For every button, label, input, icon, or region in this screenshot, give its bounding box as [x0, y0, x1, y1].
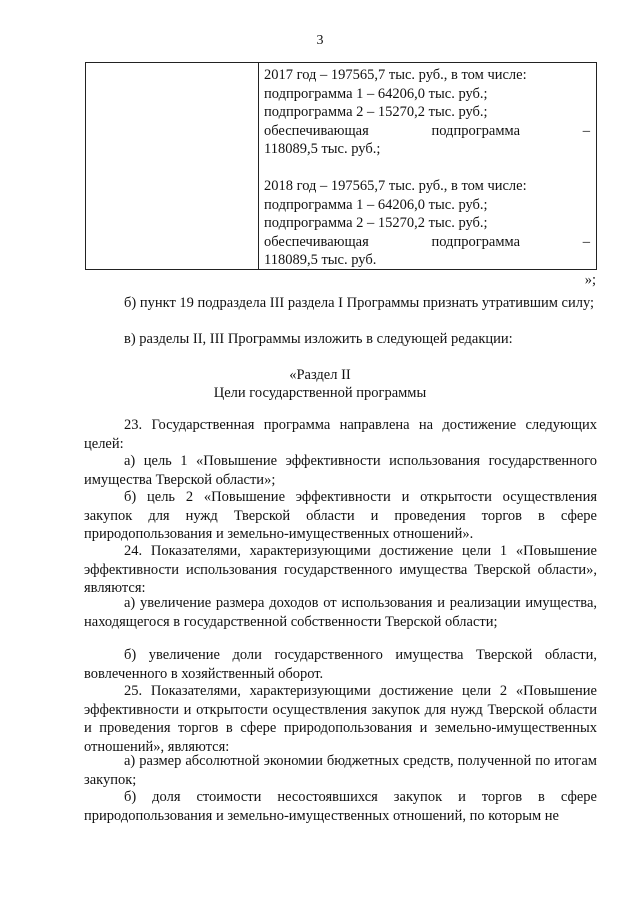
support-word-1: обеспечивающая — [264, 122, 369, 139]
year-2018-subprogram-2: подпрограмма 2 – 15270,2 тыс. руб.; — [264, 215, 488, 232]
year-2018-subprogram-1: подпрограмма 1 – 64206,0 тыс. руб.; — [264, 196, 488, 213]
page-number: 3 — [316, 33, 324, 48]
year-2017-subprogram-2: подпрограмма 2 – 15270,2 тыс. руб.; — [264, 104, 488, 121]
entry-gap — [264, 159, 590, 177]
paragraph-25: 25. Показателями, характеризующими достижение цели 2 «Повышение эффективности и открытости осуществления закупок для нужд Тверской области и проведения торгов в сфере природопользования и земельно-имущественных отношений», являются: — [84, 683, 597, 755]
year-2017-support-value: 118089,5 тыс. руб.; — [264, 141, 381, 158]
paragraph-24b: б) увеличение доли государственного имущества Тверской области, вовлеченного в хозяйственный оборот. — [84, 647, 597, 682]
year-2018-support-line — [264, 233, 590, 252]
funding-cell — [264, 66, 590, 270]
paragraph-25b: б) доля стоимости несостоявшихся закупок и торгов в сфере природопользования и земельно-имущественных отношений, по которым не — [84, 789, 597, 824]
paragraph-24: 24. Показателями, характеризующими достижение цели 1 «Повышение эффективности использования государственного имущества Тверской области», являются: — [84, 543, 597, 597]
section-subtitle: Цели государственной программы — [213, 385, 427, 401]
support-word-2: подпрограмма — [431, 122, 521, 139]
paragraph-24a: а) увеличение размера доходов от использования и реализации имущества, находящегося в государственной собственности Тверской области; — [84, 595, 597, 630]
paragraph-b: б) пункт 19 подраздела III раздела I Программы признать утратившим силу; — [124, 295, 595, 311]
year-2017-subprogram-1: подпрограмма 1 – 64206,0 тыс. руб.; — [264, 85, 488, 102]
support-word-2: подпрограмма — [431, 233, 521, 250]
paragraph-23a: а) цель 1 «Повышение эффективности использования государственного имущества Тверской области»; — [84, 453, 597, 488]
paragraph-25a: а) размер абсолютной экономии бюджетных средств, полученной по итогам закупок; — [84, 753, 597, 788]
paragraph-v: в) разделы II, III Программы изложить в следующей редакции: — [124, 331, 513, 347]
support-dash: – — [582, 233, 590, 250]
table-closing-quote: »; — [584, 272, 596, 288]
table-column-divider — [258, 63, 259, 269]
year-2017-line: 2017 год – 197565,7 тыс. руб., в том числе: — [264, 67, 527, 83]
paragraph-23: 23. Государственная программа направлена на достижение следующих целей: — [84, 417, 597, 452]
year-2018-line: 2018 год – 197565,7 тыс. руб., в том числе: — [264, 177, 527, 194]
year-2018-support-value: 118089,5 тыс. руб. — [264, 252, 377, 269]
paragraph-23b: б) цель 2 «Повышение эффективности и открытости осуществления закупок для нужд Тверской области и проведения торгов в сфере природопользования и земельно-имущественных отношений». — [84, 489, 597, 543]
funding-table — [85, 62, 597, 270]
support-word-1: обеспечивающая — [264, 233, 369, 250]
section-title: «Раздел II — [289, 367, 351, 383]
year-2017-support-line — [264, 122, 590, 141]
support-dash: – — [582, 122, 590, 139]
